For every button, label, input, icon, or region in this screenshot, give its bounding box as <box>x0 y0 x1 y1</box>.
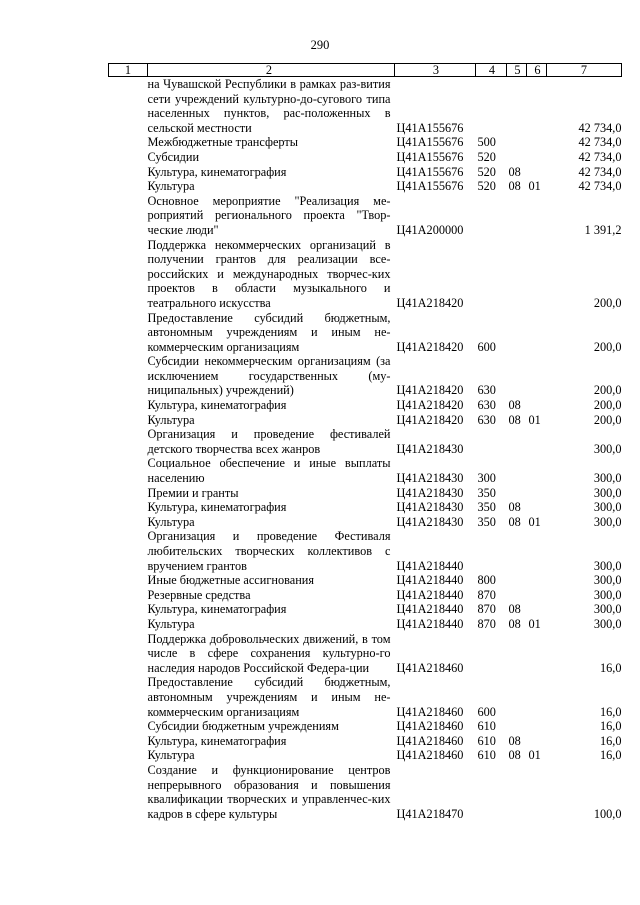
item-name-cell: Поддержка некоммерческих организаций в получении грантов для реализации все-российских и международных творчес-ких проектов в области музыкального и театрального искусства <box>147 237 391 310</box>
table-row <box>109 515 622 530</box>
subsection-cell <box>527 573 547 588</box>
amount-cell: 200,0 <box>593 383 622 398</box>
table-row <box>109 632 622 676</box>
item-name-cell: на Чувашской Республики в рамках раз-вития сети учреждений культурно-до-сугового типа населенных пунктов, рас-положенных в сельской местности <box>147 77 391 135</box>
expense-type-cell <box>476 194 507 238</box>
target-article-cell: Ц41А218420 <box>396 398 464 413</box>
row-number-cell <box>109 165 148 180</box>
subsection-cell: 01 <box>528 748 541 763</box>
row-number-cell <box>109 588 148 603</box>
amount-cell: 300,0 <box>593 573 622 588</box>
column-header: 7 <box>547 64 622 77</box>
amount-cell: 42 734,0 <box>578 164 622 179</box>
item-name-cell: Культура, кинематография <box>147 733 287 748</box>
expense-type-cell: 520 <box>477 149 496 164</box>
amount-cell: 300,0 <box>593 602 622 617</box>
section-cell <box>507 238 527 311</box>
table-row <box>109 602 622 617</box>
subsection-cell <box>527 675 547 719</box>
row-number-cell <box>109 456 148 485</box>
row-number-cell <box>109 719 148 734</box>
section-cell <box>507 719 527 734</box>
table-row <box>109 573 622 588</box>
target-article-cell: Ц41А218440 <box>396 587 464 602</box>
column-header: 4 <box>476 64 507 77</box>
amount-cell: 100,0 <box>593 806 622 821</box>
item-name-cell: Субсидии бюджетным учреждениям <box>147 719 339 734</box>
expense-type-cell: 870 <box>477 602 496 617</box>
item-name-cell: Основное мероприятие "Реализация ме-роприятий регионального проекта "Твор-ческие люди" <box>147 193 391 237</box>
subsection-cell <box>527 529 547 573</box>
target-article-cell: Ц41А155676 <box>396 120 464 135</box>
table-row <box>109 617 622 632</box>
expense-type-cell <box>476 77 507 136</box>
section-cell <box>507 573 527 588</box>
target-article-cell: Ц41А218420 <box>396 383 464 398</box>
section-cell: 08 <box>508 412 521 427</box>
table-row <box>109 135 622 150</box>
subsection-cell <box>527 486 547 501</box>
expense-type-cell: 870 <box>477 587 496 602</box>
expense-type-cell: 520 <box>477 164 496 179</box>
amount-cell: 300,0 <box>593 587 622 602</box>
item-name-cell: Иные бюджетные ассигнования <box>147 573 315 588</box>
amount-cell: 200,0 <box>593 339 622 354</box>
expense-type-cell: 520 <box>477 179 496 194</box>
table-row <box>109 150 622 165</box>
expense-type-cell: 300 <box>477 471 496 486</box>
target-article-cell: Ц41А218430 <box>396 485 464 500</box>
row-number-cell <box>109 150 148 165</box>
amount-cell: 42 734,0 <box>578 179 622 194</box>
section-cell <box>507 194 527 238</box>
subsection-cell <box>527 456 547 485</box>
expense-type-cell <box>476 529 507 573</box>
item-name-cell: Субсидии <box>147 149 200 164</box>
expense-type-cell <box>476 632 507 676</box>
amount-cell: 200,0 <box>593 412 622 427</box>
table-row <box>109 427 622 456</box>
amount-cell: 42 734,0 <box>578 135 622 150</box>
row-number-cell <box>109 194 148 238</box>
section-cell: 08 <box>508 748 521 763</box>
row-number-cell <box>109 238 148 311</box>
amount-cell: 16,0 <box>599 660 622 675</box>
row-number-cell <box>109 734 148 749</box>
section-cell: 08 <box>508 616 521 631</box>
section-cell: 08 <box>508 500 521 515</box>
section-cell <box>507 486 527 501</box>
table-row <box>109 748 622 763</box>
table-row <box>109 500 622 515</box>
subsection-cell: 01 <box>528 179 541 194</box>
section-cell <box>507 77 527 136</box>
amount-cell: 200,0 <box>593 398 622 413</box>
section-cell <box>507 456 527 485</box>
subsection-cell <box>527 602 547 617</box>
subsection-cell <box>527 427 547 456</box>
expense-type-cell: 800 <box>477 573 496 588</box>
item-name-cell: Предоставление субсидий бюджетным, автономным учреждениям и иным не-коммерческим организациям <box>147 310 391 354</box>
expense-type-cell: 600 <box>477 339 496 354</box>
table-row <box>109 529 622 573</box>
amount-cell: 1 391,2 <box>584 222 622 237</box>
item-name-cell: Поддержка добровольческих движений, в том числе в сфере сохранения культурно-го наследия народов Российской Федера-ции <box>147 631 391 675</box>
table-body <box>109 77 622 822</box>
row-number-cell <box>109 632 148 676</box>
subsection-cell <box>527 763 547 821</box>
item-name-cell: Культура <box>147 514 195 529</box>
amount-cell: 300,0 <box>593 441 622 456</box>
target-article-cell: Ц41А200000 <box>396 222 464 237</box>
column-header: 5 <box>507 64 527 77</box>
subsection-cell <box>527 354 547 398</box>
subsection-cell <box>527 588 547 603</box>
subsection-cell <box>527 77 547 136</box>
amount-cell: 16,0 <box>599 748 622 763</box>
row-number-cell <box>109 427 148 456</box>
amount-cell: 300,0 <box>593 558 622 573</box>
target-article-cell: Ц41А218440 <box>396 602 464 617</box>
target-article-cell: Ц41А218470 <box>396 806 464 821</box>
table-row <box>109 734 622 749</box>
item-name-cell: Культура, кинематография <box>147 398 287 413</box>
target-article-cell: Ц41А155676 <box>396 149 464 164</box>
section-cell <box>507 588 527 603</box>
target-article-cell: Ц41А218430 <box>396 471 464 486</box>
expense-type-cell: 630 <box>477 412 496 427</box>
row-number-cell <box>109 354 148 398</box>
target-article-cell: Ц41А218440 <box>396 558 464 573</box>
amount-cell: 42 734,0 <box>578 120 622 135</box>
section-cell <box>507 311 527 355</box>
amount-cell: 16,0 <box>599 719 622 734</box>
subsection-cell <box>527 500 547 515</box>
target-article-cell: Ц41А155676 <box>396 135 464 150</box>
subsection-cell <box>527 311 547 355</box>
row-number-cell <box>109 413 148 428</box>
row-number-cell <box>109 179 148 194</box>
expense-type-cell: 600 <box>477 704 496 719</box>
table-row <box>109 165 622 180</box>
item-name-cell: Социальное обеспечение и иные выплаты населению <box>147 456 391 486</box>
row-number-cell <box>109 748 148 763</box>
target-article-cell: Ц41А218430 <box>396 441 464 456</box>
target-article-cell: Ц41А218430 <box>396 500 464 515</box>
expense-type-cell: 350 <box>477 514 496 529</box>
item-name-cell: Премии и гранты <box>147 485 239 500</box>
target-article-cell: Ц41А218460 <box>396 733 464 748</box>
target-article-cell: Ц41А218420 <box>396 339 464 354</box>
column-header: 6 <box>527 64 547 77</box>
amount-cell: 200,0 <box>593 295 622 310</box>
table-row <box>109 311 622 355</box>
item-name-cell: Культура, кинематография <box>147 164 287 179</box>
item-name-cell: Организация и проведение фестивалей детского творчества всех жанров <box>147 427 391 456</box>
table-row <box>109 456 622 485</box>
section-cell <box>507 354 527 398</box>
row-number-cell <box>109 135 148 150</box>
expense-type-cell <box>476 238 507 311</box>
section-cell: 08 <box>508 602 521 617</box>
section-cell <box>507 135 527 150</box>
item-name-cell: Предоставление субсидий бюджетным, автономным учреждениям и иным не-коммерческим организациям <box>147 675 391 719</box>
item-name-cell: Субсидии некоммерческим организациям (за исключением государственных (му-ниципальных) учреждений) <box>147 354 391 398</box>
row-number-cell <box>109 617 148 632</box>
column-header: 1 <box>109 64 148 77</box>
table-row <box>109 194 622 238</box>
amount-cell: 300,0 <box>593 485 622 500</box>
row-number-cell <box>109 500 148 515</box>
item-name-cell: Организация и проведение Фестиваля любительских творческих коллективов с вручением грантов <box>147 529 391 573</box>
item-name-cell: Создание и функционирование центров непрерывного образования и повышения квалификации творческих и управленчес-ких кадров в сфере культуры <box>147 762 391 821</box>
subsection-cell <box>527 398 547 413</box>
expense-type-cell <box>476 427 507 456</box>
expense-type-cell: 350 <box>477 485 496 500</box>
amount-cell: 300,0 <box>593 500 622 515</box>
section-cell <box>507 675 527 719</box>
target-article-cell: Ц41А218460 <box>396 719 464 734</box>
item-name-cell: Культура <box>147 748 195 763</box>
subsection-cell <box>527 194 547 238</box>
table-row <box>109 763 622 821</box>
table-row <box>109 398 622 413</box>
table-row <box>109 77 622 136</box>
item-name-cell: Культура, кинематография <box>147 602 287 617</box>
section-cell: 08 <box>508 733 521 748</box>
expense-type-cell: 630 <box>477 383 496 398</box>
target-article-cell: Ц41А218430 <box>396 514 464 529</box>
table-row <box>109 675 622 719</box>
subsection-cell <box>527 135 547 150</box>
table-row <box>109 238 622 311</box>
subsection-cell <box>527 165 547 180</box>
row-number-cell <box>109 486 148 501</box>
subsection-cell <box>527 150 547 165</box>
table-row <box>109 179 622 194</box>
target-article-cell: Ц41А218460 <box>396 660 464 675</box>
section-cell: 08 <box>508 179 521 194</box>
section-cell <box>507 763 527 821</box>
expense-type-cell: 630 <box>477 398 496 413</box>
table-header-row <box>109 64 622 77</box>
row-number-cell <box>109 602 148 617</box>
row-number-cell <box>109 573 148 588</box>
amount-cell: 300,0 <box>593 471 622 486</box>
subsection-cell: 01 <box>528 412 541 427</box>
target-article-cell: Ц41А155676 <box>396 164 464 179</box>
subsection-cell <box>527 734 547 749</box>
expense-type-cell <box>476 763 507 821</box>
target-article-cell: Ц41А218420 <box>396 412 464 427</box>
budget-table <box>108 63 622 821</box>
target-article-cell: Ц41А218460 <box>396 704 464 719</box>
section-cell: 08 <box>508 514 521 529</box>
page-number: 290 <box>310 38 330 52</box>
row-number-cell <box>109 398 148 413</box>
item-name-cell: Культура, кинематография <box>147 500 287 515</box>
subsection-cell <box>527 719 547 734</box>
table-row <box>109 354 622 398</box>
amount-cell: 16,0 <box>599 704 622 719</box>
section-cell <box>507 427 527 456</box>
amount-cell: 42 734,0 <box>578 149 622 164</box>
row-number-cell <box>109 675 148 719</box>
row-number-cell <box>109 529 148 573</box>
table-row <box>109 719 622 734</box>
item-name-cell: Резервные средства <box>147 587 251 602</box>
amount-cell: 16,0 <box>599 733 622 748</box>
section-cell <box>507 150 527 165</box>
target-article-cell: Ц41А218460 <box>396 748 464 763</box>
amount-cell: 300,0 <box>593 616 622 631</box>
target-article-cell: Ц41А155676 <box>396 179 464 194</box>
expense-type-cell: 610 <box>477 719 496 734</box>
expense-type-cell: 610 <box>477 733 496 748</box>
row-number-cell <box>109 763 148 821</box>
subsection-cell: 01 <box>528 616 541 631</box>
row-number-cell <box>109 77 148 136</box>
amount-cell: 300,0 <box>593 514 622 529</box>
item-name-cell: Культура <box>147 412 195 427</box>
subsection-cell: 01 <box>528 514 541 529</box>
target-article-cell: Ц41А218440 <box>396 616 464 631</box>
column-header: 3 <box>395 64 476 77</box>
expense-type-cell: 610 <box>477 748 496 763</box>
column-header: 2 <box>148 64 395 77</box>
table-row <box>109 588 622 603</box>
table-row <box>109 486 622 501</box>
section-cell: 08 <box>508 398 521 413</box>
table-row <box>109 413 622 428</box>
expense-type-cell: 870 <box>477 616 496 631</box>
subsection-cell <box>527 238 547 311</box>
item-name-cell: Культура <box>147 616 195 631</box>
item-name-cell: Культура <box>147 179 195 194</box>
section-cell <box>507 632 527 676</box>
expense-type-cell: 350 <box>477 500 496 515</box>
target-article-cell: Ц41А218420 <box>396 295 464 310</box>
subsection-cell <box>527 632 547 676</box>
section-cell: 08 <box>508 164 521 179</box>
item-name-cell: Межбюджетные трансферты <box>147 135 299 150</box>
row-number-cell <box>109 311 148 355</box>
target-article-cell: Ц41А218440 <box>396 573 464 588</box>
row-number-cell <box>109 515 148 530</box>
section-cell <box>507 529 527 573</box>
expense-type-cell: 500 <box>477 135 496 150</box>
